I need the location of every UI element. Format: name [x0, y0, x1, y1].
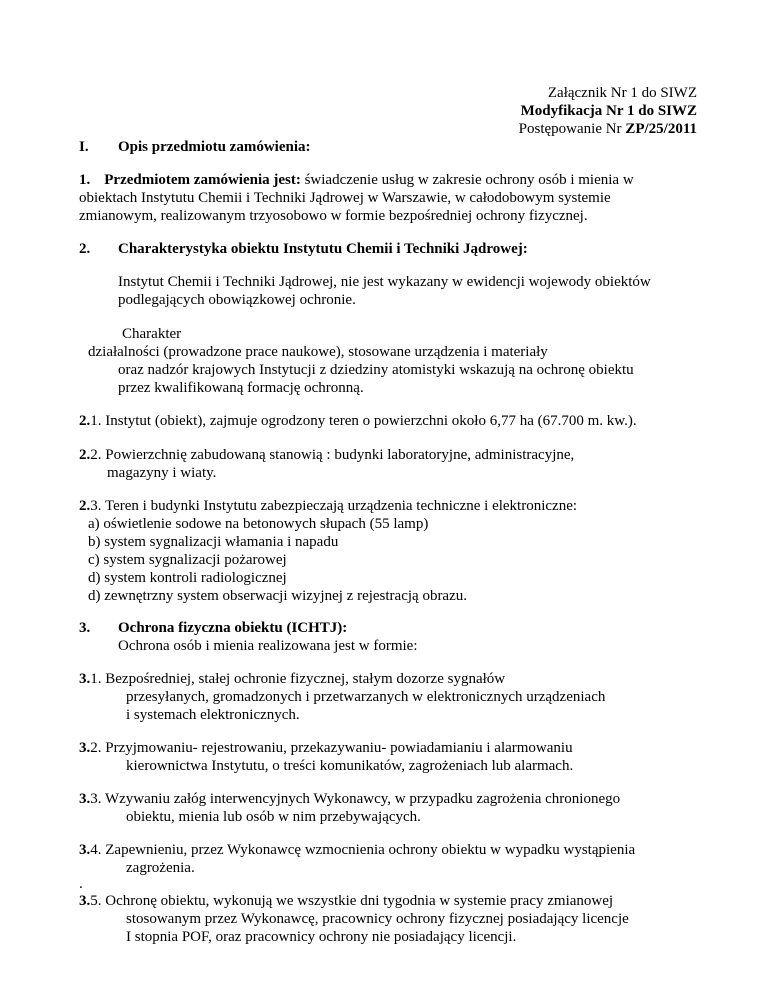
section-3-5-text: Ochronę obiektu, wykonują we wszystkie dni tygodnia w systemie pracy zmianowej — [101, 893, 614, 909]
section-2-2-text: Powierzchnię zabudowaną stanowią : budynki laboratoryjne, administracyjne, — [101, 447, 575, 463]
section-2-1-sub: 1. — [90, 413, 102, 429]
section-3-3-line-2: obiektu, mienia lub osób w nim przebywających. — [126, 809, 421, 825]
section-3-4-number: 3. — [79, 842, 91, 858]
section-3-2-text: Przyjmowaniu- rejestrowaniu, przekazywaniu- powiadamianiu i alarmowaniu — [101, 740, 573, 756]
list-item: a) oświetlenie sodowe na betonowych słupach (55 lamp) — [88, 516, 429, 532]
section-3-2-number: 3. — [79, 740, 91, 756]
section-2-1-number: 2. — [79, 413, 91, 429]
section-2-3-sub: 3. — [90, 498, 102, 514]
section-2-2-number: 2. — [79, 447, 91, 463]
section-3-5-line-3: I stopnia POF, oraz pracownicy ochrony nie posiadający licencji. — [126, 929, 517, 945]
section-3-number: 3. — [79, 620, 91, 636]
section-1-line-1-rest: świadczenie usług w zakresie ochrony osób i mienia w — [300, 172, 634, 188]
section-3-2-line-1 — [79, 739, 573, 757]
section-3-1-line-2: przesyłanych, gromadzonych i przetwarzanych w elektronicznych urządzeniach — [126, 689, 606, 705]
section-3-5-number: 3. — [79, 893, 91, 909]
section-3-5-line-1 — [79, 892, 613, 910]
section-2-3-text: Teren i budynki Instytutu zabezpieczają urządzenia techniczne i elektroniczne: — [101, 498, 578, 514]
header-procedure-number: ZP/25/2011 — [625, 121, 697, 137]
section-1-line-1 — [79, 171, 634, 189]
section-3-title: Ochrona fizyczna obiektu (ICHTJ): — [118, 620, 348, 636]
section-3-2-sub: 2. — [90, 740, 102, 756]
section-1-lead: Przedmiotem zamówienia jest: — [104, 172, 301, 188]
section-3-5-sub: 5. — [90, 893, 102, 909]
list-item: d) zewnętrzny system obserwacji wizyjnej z rejestracją obrazu. — [88, 588, 467, 604]
section-3-1-line-1 — [79, 670, 505, 688]
list-item: c) system sygnalizacji pożarowej — [88, 552, 287, 568]
section-3-5-line-2: stosowanym przez Wykonawcę, pracownicy ochrony fizycznej posiadający licencje — [126, 911, 629, 927]
section-3-1-line-3: i systemach elektronicznych. — [126, 707, 300, 723]
section-3-3-sub: 3. — [90, 791, 102, 807]
section-2-paragraph-1-line-1: Instytut Chemii i Techniki Jądrowej, nie jest wykazany w ewidencji wojewody obiektów — [118, 274, 651, 290]
section-3-1-text: Bezpośredniej, stałej ochronie fizycznej, stałym dozorze sygnałów — [101, 671, 506, 687]
section-2-1 — [79, 412, 637, 430]
header-annex: Załącznik Nr 1 do SIWZ — [547, 85, 697, 101]
section-i-title: Opis przedmiotu zamówienia: — [118, 139, 311, 155]
section-3-intro: Ochrona osób i mienia realizowana jest w formie: — [118, 638, 418, 654]
stray-dot: . — [79, 876, 83, 892]
header-procedure — [519, 120, 697, 138]
section-3-3-number: 3. — [79, 791, 91, 807]
section-3-1-number: 3. — [79, 671, 91, 687]
section-2-number: 2. — [79, 241, 91, 257]
section-2-paragraph-2-line-2: działalności (prowadzone prace naukowe), stosowane urządzenia i materiały — [88, 344, 548, 360]
list-item: b) system sygnalizacji włamania i napadu — [88, 534, 339, 550]
section-3-4-line-2: zagrożenia. — [126, 860, 195, 876]
header-modification: Modyfikacja Nr 1 do SIWZ — [520, 103, 697, 119]
section-2-2-line-1 — [79, 446, 574, 464]
section-2-1-text: Instytut (obiekt), zajmuje ogrodzony teren o powierzchni około 6,77 ha (67.700 m. kw.). — [101, 413, 637, 429]
section-3-2-line-2: kierownictwa Instytutu, o treści komunikatów, zagrożeniach lub alarmach. — [126, 758, 574, 774]
section-3-3-line-1 — [79, 790, 620, 808]
section-3-4-text: Zapewnieniu, przez Wykonawcę wzmocnienia ochrony obiektu w wypadku wystąpienia — [101, 842, 636, 858]
section-2-paragraph-2-line-4: przez kwalifikowaną formację ochronną. — [118, 380, 364, 396]
section-1-line-3: zmianowym, realizowanym trzyosobowo w formie bezpośredniej ochrony fizycznej. — [79, 208, 588, 224]
section-1-line-2: obiektach Instytutu Chemii i Techniki Jądrowej w Warszawie, w całodobowym systemie — [79, 190, 611, 206]
section-2-2-line-2: magazyny i wiaty. — [107, 465, 217, 481]
section-2-paragraph-1-line-2: podlegających obowiązkowej ochronie. — [118, 292, 356, 308]
section-2-3-line-1 — [79, 497, 577, 515]
section-2-paragraph-2-line-1: Charakter — [122, 326, 182, 342]
section-2-3-number: 2. — [79, 498, 91, 514]
section-2-title: Charakterystyka obiektu Instytutu Chemii i Techniki Jądrowej: — [118, 241, 528, 257]
list-item: d) system kontroli radiologicznej — [88, 570, 287, 586]
section-3-1-sub: 1. — [90, 671, 102, 687]
section-3-4-sub: 4. — [90, 842, 102, 858]
section-2-2-sub: 2. — [90, 447, 102, 463]
section-2-paragraph-2-line-3: oraz nadzór krajowych Instytucji z dziedziny atomistyki wskazują na ochronę obiektu — [118, 362, 634, 378]
section-3-3-text: Wzywaniu załóg interwencyjnych Wykonawcy, w przypadku zagrożenia chronionego — [101, 791, 621, 807]
section-1-number: 1. — [79, 172, 91, 188]
header-procedure-prefix: Postępowanie Nr — [518, 121, 626, 137]
section-i-number: I. — [79, 139, 89, 155]
section-3-4-line-1 — [79, 841, 635, 859]
